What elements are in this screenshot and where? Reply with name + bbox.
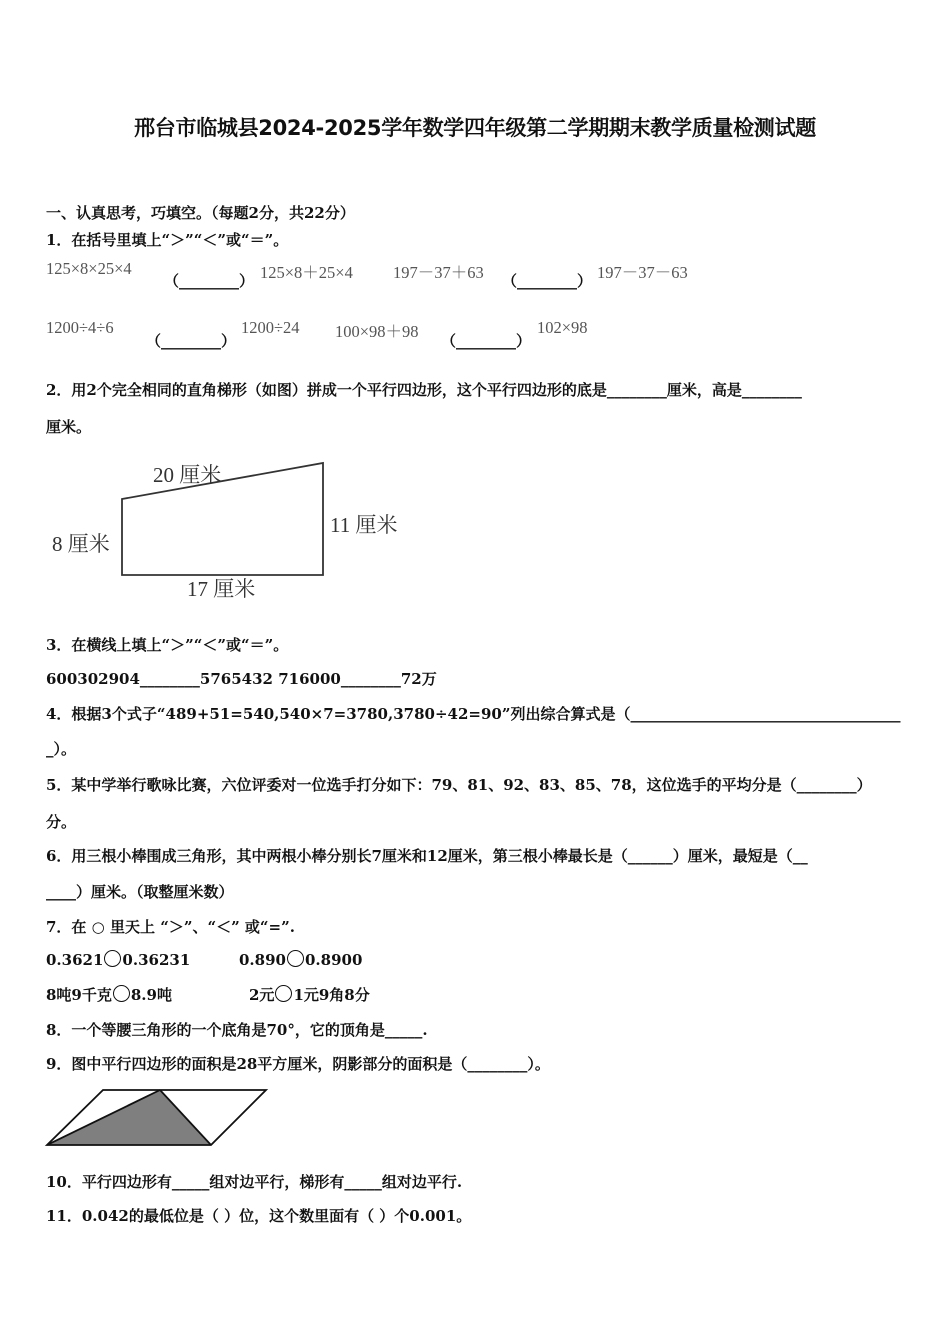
q1-expr-6: 1200÷24 — [241, 318, 300, 337]
q2-line-1: 2．用2个完全相同的直角梯形（如图）拼成一个平行四边形，这个平行四边形的底是________厘米，高是________ — [46, 381, 802, 399]
q1-blank-2: （________） — [502, 272, 593, 290]
compare-circle-icon — [287, 950, 304, 967]
q11-line: 11．0.042的最低位是（ ）位，这个数里面有（ ）个0.001。 — [46, 1207, 472, 1225]
q5-line-2: 分。 — [46, 813, 77, 831]
q3-stem: 3．在横线上填上“＞”“＜”或“＝”。 — [46, 636, 289, 654]
q3-line: 600302904________5765432 716000________72万 — [46, 670, 437, 688]
q1-expr-8: 102×98 — [537, 318, 588, 337]
page-title: 邢台市临城县2024-2025学年数学四年级第二学期期末教学质量检测试题 — [134, 116, 816, 140]
q7-stem: 7．在 ○ 里天上 “＞”、“＜” 或“=”. — [46, 918, 295, 936]
q1-stem: 1．在括号里填上“＞”“＜”或“＝”。 — [46, 231, 289, 249]
trapezoid-left-label: 8 厘米 — [52, 532, 110, 556]
q6-line-2: ____）厘米。（取整厘米数） — [46, 883, 234, 901]
q7-d-right: 1元9角8分 — [293, 986, 370, 1004]
q7-c-left: 8吨9千克 — [46, 986, 112, 1004]
trapezoid-bottom-label: 17 厘米 — [187, 577, 256, 601]
q7-row-1a — [46, 950, 190, 969]
q1-expr-2: 125×8＋25×4 — [260, 263, 353, 282]
q7-row-2a — [46, 984, 172, 1005]
q4-line-1: 4．根据3个式子“489+51=540,540×7=3780,3780÷42=90”列出综合算式是（____________________________________ — [46, 705, 901, 723]
q10-line: 10．平行四边形有_____组对边平行，梯形有_____组对边平行. — [46, 1173, 463, 1191]
q7-row-1b — [239, 950, 362, 969]
section-1-heading: 一、认真思考，巧填空。（每题2分，共22分） — [46, 204, 355, 222]
q7-b-right: 0.8900 — [304, 951, 363, 969]
q6-line-1: 6．用三根小棒围成三角形，其中两根小棒分别长7厘米和12厘米，第三根小棒最长是（______）厘米，最短是（__ — [46, 847, 808, 865]
q2-line-2: 厘米。 — [46, 418, 92, 436]
q8-line: 8．一个等腰三角形的一个底角是70°，它的顶角是_____. — [46, 1021, 428, 1039]
compare-circle-icon — [104, 950, 121, 967]
parallelogram-figure — [44, 1086, 270, 1150]
compare-circle-icon — [113, 985, 130, 1002]
q7-a-right: 0.36231 — [122, 951, 191, 969]
q1-expr-3: 197－37＋63 — [393, 263, 484, 282]
q5-line-1: 5．某中学举行歌咏比赛，六位评委对一位选手打分如下：79、81、92、83、85、78，这位选手的平均分是（________） — [46, 776, 872, 794]
q1-blank-3: （________） — [146, 332, 237, 350]
q7-row-2b — [249, 984, 370, 1005]
q7-b-left: 0.890 — [239, 951, 286, 969]
q9-line: 9．图中平行四边形的面积是28平方厘米，阴影部分的面积是（________）。 — [46, 1055, 550, 1073]
q1-expr-4: 197－37－63 — [597, 263, 688, 282]
q1-expr-7: 100×98＋98 — [335, 322, 419, 341]
q1-blank-4: （________） — [441, 332, 532, 350]
trapezoid-figure — [40, 450, 420, 608]
trapezoid-right-label: 11 厘米 — [330, 513, 398, 537]
q4-line-2: _）。 — [46, 740, 77, 758]
q1-expr-5: 1200÷4÷6 — [46, 318, 114, 337]
compare-circle-icon — [275, 985, 292, 1002]
q1-blank-1: （________） — [164, 272, 255, 290]
q7-c-right: 8.9吨 — [130, 986, 172, 1004]
trapezoid-top-label: 20 厘米 — [153, 463, 222, 487]
q7-a-left: 0.3621 — [46, 951, 104, 969]
q1-expr-1: 125×8×25×4 — [46, 259, 132, 278]
q7-d-left: 2元 — [249, 986, 275, 1004]
